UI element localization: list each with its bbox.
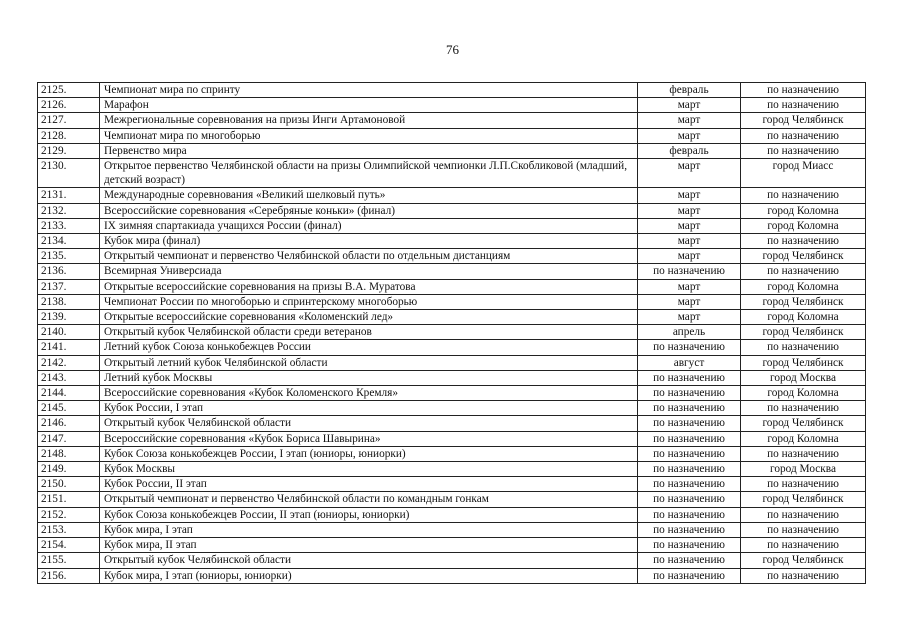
event-date: март xyxy=(638,188,741,203)
row-number: 2146. xyxy=(38,416,100,431)
table-row xyxy=(38,522,866,537)
row-number: 2155. xyxy=(38,553,100,568)
row-number: 2139. xyxy=(38,310,100,325)
row-number: 2153. xyxy=(38,522,100,537)
event-location: по назначению xyxy=(741,83,866,98)
event-location: по назначению xyxy=(741,446,866,461)
event-name: Всероссийские соревнования «Кубок Бориса Шавырина» xyxy=(100,431,638,446)
event-name: Открытое первенство Челябинской области на призы Олимпийской чемпионки Л.П.Скобликовой (младший, детский возраст) xyxy=(100,159,638,188)
event-location: город Москва xyxy=(741,370,866,385)
event-date: март xyxy=(638,113,741,128)
event-location: город Коломна xyxy=(741,279,866,294)
table-row xyxy=(38,401,866,416)
table-row xyxy=(38,431,866,446)
table-row xyxy=(38,416,866,431)
event-location: по назначению xyxy=(741,340,866,355)
row-number: 2127. xyxy=(38,113,100,128)
event-date: по назначению xyxy=(638,507,741,522)
event-name: Открытые всероссийские соревнования «Коломенский лед» xyxy=(100,310,638,325)
event-location: город Челябинск xyxy=(741,294,866,309)
event-name: Открытый чемпионат и первенство Челябинской области по командным гонкам xyxy=(100,492,638,507)
table-row xyxy=(38,294,866,309)
event-name: Марафон xyxy=(100,98,638,113)
row-number: 2148. xyxy=(38,446,100,461)
event-name: Открытый летний кубок Челябинской области xyxy=(100,355,638,370)
table-row xyxy=(38,128,866,143)
event-date: март xyxy=(638,203,741,218)
event-date: август xyxy=(638,355,741,370)
event-location: город Москва xyxy=(741,462,866,477)
event-date: март xyxy=(638,279,741,294)
event-date: по назначению xyxy=(638,340,741,355)
event-date: март xyxy=(638,98,741,113)
page-number: 76 xyxy=(446,42,459,57)
event-location: по назначению xyxy=(741,98,866,113)
event-date: по назначению xyxy=(638,462,741,477)
events-table xyxy=(37,82,866,584)
row-number: 2145. xyxy=(38,401,100,416)
table-row xyxy=(38,553,866,568)
event-name: Кубок России, II этап xyxy=(100,477,638,492)
table-row xyxy=(38,477,866,492)
event-location: город Челябинск xyxy=(741,355,866,370)
event-name: IX зимняя спартакиада учащихся России (финал) xyxy=(100,218,638,233)
event-location: по назначению xyxy=(741,401,866,416)
table-row xyxy=(38,113,866,128)
event-name: Кубок мира, I этап (юниоры, юниорки) xyxy=(100,568,638,583)
event-name: Чемпионат мира по многоборью xyxy=(100,128,638,143)
event-name: Межрегиональные соревнования на призы Инги Артамоновой xyxy=(100,113,638,128)
table-row xyxy=(38,507,866,522)
event-date: по назначению xyxy=(638,264,741,279)
row-number: 2138. xyxy=(38,294,100,309)
row-number: 2130. xyxy=(38,159,100,188)
event-location: город Миасс xyxy=(741,159,866,188)
table-row xyxy=(38,249,866,264)
event-date: март xyxy=(638,310,741,325)
event-location: город Челябинск xyxy=(741,416,866,431)
event-location: по назначению xyxy=(741,234,866,249)
row-number: 2152. xyxy=(38,507,100,522)
event-location: город Челябинск xyxy=(741,113,866,128)
event-location: по назначению xyxy=(741,568,866,583)
table-row xyxy=(38,98,866,113)
row-number: 2142. xyxy=(38,355,100,370)
event-location: по назначению xyxy=(741,128,866,143)
table-row xyxy=(38,203,866,218)
event-date: по назначению xyxy=(638,568,741,583)
table-row xyxy=(38,568,866,583)
table-row xyxy=(38,355,866,370)
event-name: Чемпионат России по многоборью и спринтерскому многоборью xyxy=(100,294,638,309)
row-number: 2132. xyxy=(38,203,100,218)
row-number: 2136. xyxy=(38,264,100,279)
row-number: 2125. xyxy=(38,83,100,98)
event-location: город Челябинск xyxy=(741,553,866,568)
event-name: Открытый кубок Челябинской области среди ветеранов xyxy=(100,325,638,340)
event-location: по назначению xyxy=(741,188,866,203)
event-location: город Коломна xyxy=(741,431,866,446)
row-number: 2128. xyxy=(38,128,100,143)
table-row xyxy=(38,462,866,477)
event-date: апрель xyxy=(638,325,741,340)
event-name: Всероссийские соревнования «Кубок Коломенского Кремля» xyxy=(100,386,638,401)
event-location: по назначению xyxy=(741,522,866,537)
event-name: Всероссийские соревнования «Серебряные коньки» (финал) xyxy=(100,203,638,218)
table-row xyxy=(38,234,866,249)
event-location: город Челябинск xyxy=(741,249,866,264)
row-number: 2129. xyxy=(38,143,100,158)
event-name: Открытый кубок Челябинской области xyxy=(100,553,638,568)
event-name: Открытые всероссийские соревнования на призы В.А. Муратова xyxy=(100,279,638,294)
table-row xyxy=(38,218,866,233)
event-location: по назначению xyxy=(741,507,866,522)
event-date: февраль xyxy=(638,143,741,158)
event-date: по назначению xyxy=(638,370,741,385)
table-row xyxy=(38,538,866,553)
row-number: 2135. xyxy=(38,249,100,264)
event-date: по назначению xyxy=(638,553,741,568)
event-date: по назначению xyxy=(638,386,741,401)
event-location: по назначению xyxy=(741,143,866,158)
event-location: по назначению xyxy=(741,538,866,553)
event-name: Кубок мира, I этап xyxy=(100,522,638,537)
events-table-body xyxy=(38,83,866,584)
row-number: 2143. xyxy=(38,370,100,385)
event-name: Кубок России, I этап xyxy=(100,401,638,416)
event-name: Летний кубок Москвы xyxy=(100,370,638,385)
table-row xyxy=(38,325,866,340)
table-row xyxy=(38,446,866,461)
event-location: по назначению xyxy=(741,264,866,279)
table-row xyxy=(38,370,866,385)
row-number: 2126. xyxy=(38,98,100,113)
event-date: февраль xyxy=(638,83,741,98)
event-date: март xyxy=(638,294,741,309)
event-location: город Челябинск xyxy=(741,492,866,507)
table-row xyxy=(38,310,866,325)
event-name: Открытый чемпионат и первенство Челябинской области по отдельным дистанциям xyxy=(100,249,638,264)
event-name: Всемирная Универсиада xyxy=(100,264,638,279)
event-location: город Коломна xyxy=(741,386,866,401)
event-name: Кубок Союза конькобежцев России, I этап (юниоры, юниорки) xyxy=(100,446,638,461)
table-row xyxy=(38,83,866,98)
table-row xyxy=(38,188,866,203)
row-number: 2154. xyxy=(38,538,100,553)
row-number: 2133. xyxy=(38,218,100,233)
event-location: город Коломна xyxy=(741,218,866,233)
event-name: Кубок Союза конькобежцев России, II этап (юниоры, юниорки) xyxy=(100,507,638,522)
event-name: Кубок мира, II этап xyxy=(100,538,638,553)
event-name: Открытый кубок Челябинской области xyxy=(100,416,638,431)
event-name: Кубок Москвы xyxy=(100,462,638,477)
event-location: город Коломна xyxy=(741,310,866,325)
table-row xyxy=(38,143,866,158)
table-row xyxy=(38,279,866,294)
event-date: по назначению xyxy=(638,446,741,461)
row-number: 2144. xyxy=(38,386,100,401)
event-date: по назначению xyxy=(638,522,741,537)
event-date: по назначению xyxy=(638,431,741,446)
event-date: по назначению xyxy=(638,492,741,507)
event-location: город Челябинск xyxy=(741,325,866,340)
event-date: март xyxy=(638,159,741,188)
table-row xyxy=(38,159,866,188)
event-date: по назначению xyxy=(638,477,741,492)
row-number: 2140. xyxy=(38,325,100,340)
event-date: март xyxy=(638,249,741,264)
table-row xyxy=(38,386,866,401)
event-location: город Коломна xyxy=(741,203,866,218)
row-number: 2137. xyxy=(38,279,100,294)
event-name: Летний кубок Союза конькобежцев России xyxy=(100,340,638,355)
event-date: по назначению xyxy=(638,538,741,553)
row-number: 2141. xyxy=(38,340,100,355)
event-location: по назначению xyxy=(741,477,866,492)
row-number: 2131. xyxy=(38,188,100,203)
event-name: Международные соревнования «Великий шелковый путь» xyxy=(100,188,638,203)
row-number: 2151. xyxy=(38,492,100,507)
event-date: по назначению xyxy=(638,416,741,431)
event-name: Кубок мира (финал) xyxy=(100,234,638,249)
event-date: по назначению xyxy=(638,401,741,416)
row-number: 2134. xyxy=(38,234,100,249)
event-date: март xyxy=(638,218,741,233)
event-date: март xyxy=(638,128,741,143)
row-number: 2147. xyxy=(38,431,100,446)
event-name: Чемпионат мира по спринту xyxy=(100,83,638,98)
row-number: 2149. xyxy=(38,462,100,477)
table-row xyxy=(38,492,866,507)
table-row xyxy=(38,340,866,355)
event-date: март xyxy=(638,234,741,249)
row-number: 2156. xyxy=(38,568,100,583)
event-name: Первенство мира xyxy=(100,143,638,158)
table-row xyxy=(38,264,866,279)
row-number: 2150. xyxy=(38,477,100,492)
